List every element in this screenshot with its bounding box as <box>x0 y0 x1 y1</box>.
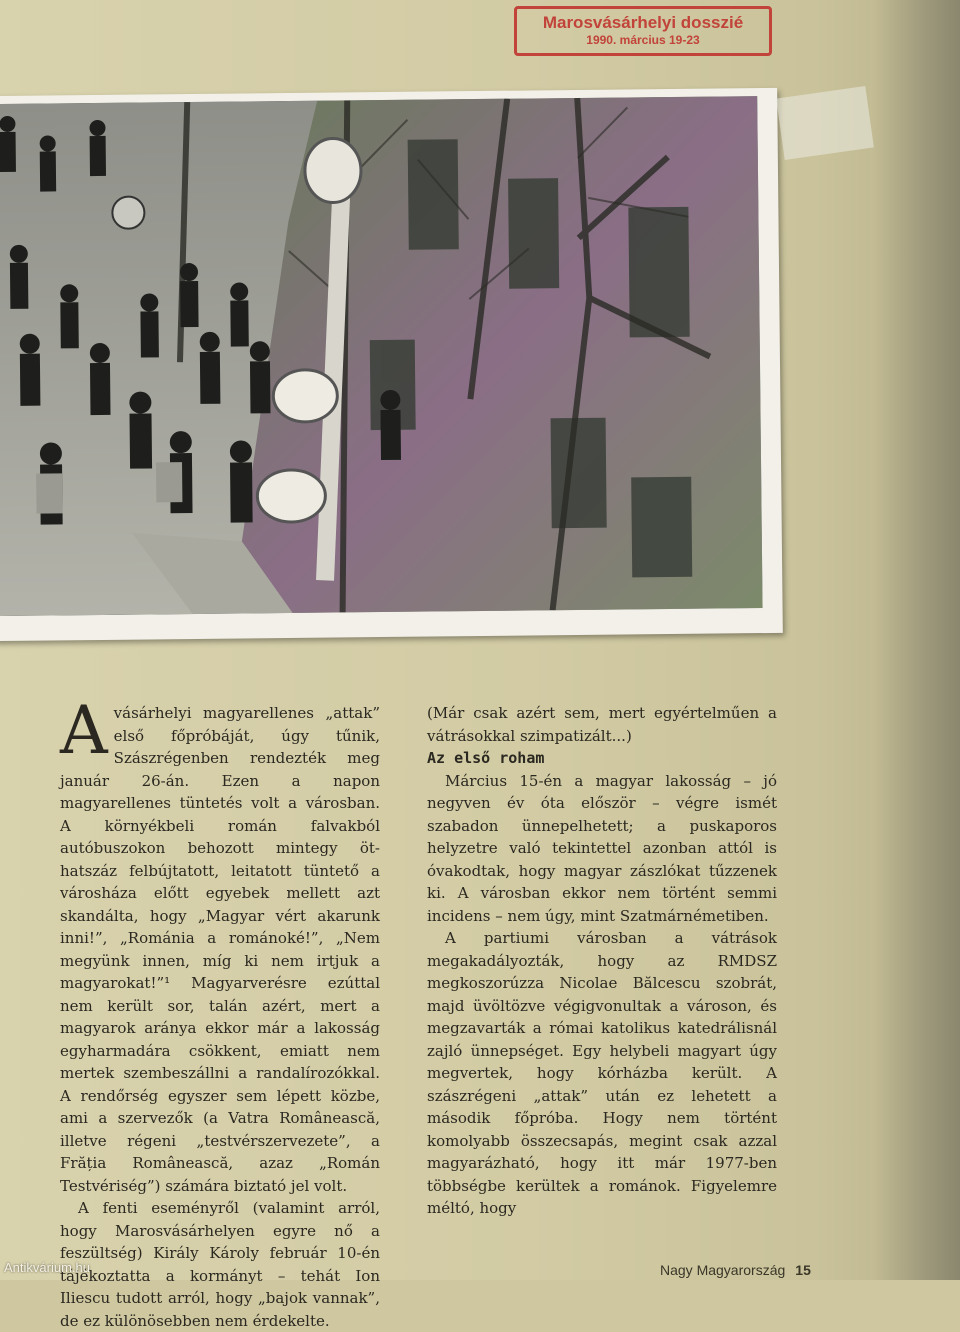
dossier-stamp <box>514 6 772 56</box>
article-column-right <box>427 702 777 1220</box>
stamp-dates: 1990. március 19-23 <box>586 33 700 47</box>
article-paragraph: A fenti eseményről (valamint arról, hogy Marosvásárhelyen egyre nő a feszültség) Király Károly február 10-én tájékoztatta a kormányt – tehát Ion Iliescu tudott arról, hogy „bajok vannak”, de ez különösebben nem érdekelte. <box>60 1199 380 1330</box>
magazine-name: Nagy Magyarország <box>660 1262 786 1278</box>
drop-cap: A <box>60 692 108 769</box>
article-paragraph: (Már csak azért sem, mert egyértelműen a vátrásokkal szimpatizált...) <box>427 704 777 745</box>
photo-frame <box>0 88 783 641</box>
article-paragraph: Március 15-én a magyar lakosság – jó negyven év óta először – végre ismét szabadon ünnepelhetett; a puskaporos helyzetre való tekintettel azonban attól is óvakodtak, hogy magyar zászlókat tűzzenek ki. A városban ekkor nem történt semmi incidens – nem úgy, mint Szatmárnémetiben. <box>427 771 777 925</box>
page-number: 15 <box>795 1262 811 1278</box>
watermark: Antikvárium.hu <box>4 1260 90 1275</box>
photo-illustration <box>0 96 763 616</box>
street-riot-photo <box>0 96 763 616</box>
paragraph-text: vásárhelyi magyarellenes „attak” első főpróbáját, úgy tűnik, Szászrégenben rendezték meg január 26-án. Ezen a napon magyarellenes tüntetés volt a városban. A környékbeli román falvakból autóbuszokon behozott mintegy öt-hatszáz felbújtatott, leitatott tüntető a városháza előtt egyebek mellett azt skandálta, hogy „Magyar vért akarunk inni!”, „Románia a románoké!”, „Nem megyünk innen, míg ki nem irtjuk a magyarokat!”¹ Magyarverésre ezúttal nem került sor, talán azért, mert a magyarok aránya ekkor már a lakosság egyharmadára csökkent, emiatt nem mertek szembeszállni a randalírozókkal. A rendőrség egyszer sem lépett közbe, ami a szervezők (a Vatra Românească, illetve régeni „testvérszervezete”, a Frăția Românească, azaz „Román Testvériség”) számára biztató jel volt. <box>60 704 380 1195</box>
page-edge-shadow <box>870 0 960 1280</box>
article-column-left <box>60 692 380 1332</box>
article-paragraph <box>60 692 380 1197</box>
photo-tape <box>776 86 874 160</box>
page-footer <box>660 1262 811 1278</box>
article-paragraph: A partiumi városban a vátrások megakadályozták, hogy az RMDSZ megkoszorúzza Nicolae Bălcescu szobrát, majd üvöltözve végigvonultak a városon, és megzavarták a római katolikus katedrálisnál zajló ünnepséget. Egy helybeli magyart úgy megvertek, hogy kórházba került. A szászrégeni „attak” után ez lehetett a második főpróba. Hogy nem történt komolyabb összecsapás, megint csak azzal magyarázható, hogy itt már 1977-ben többségbe kerültek a románok. Figyelemre méltó, hogy <box>427 929 777 1217</box>
stamp-title: Marosvásárhelyi dosszié <box>542 13 744 32</box>
section-heading: Az első roham <box>427 749 545 767</box>
